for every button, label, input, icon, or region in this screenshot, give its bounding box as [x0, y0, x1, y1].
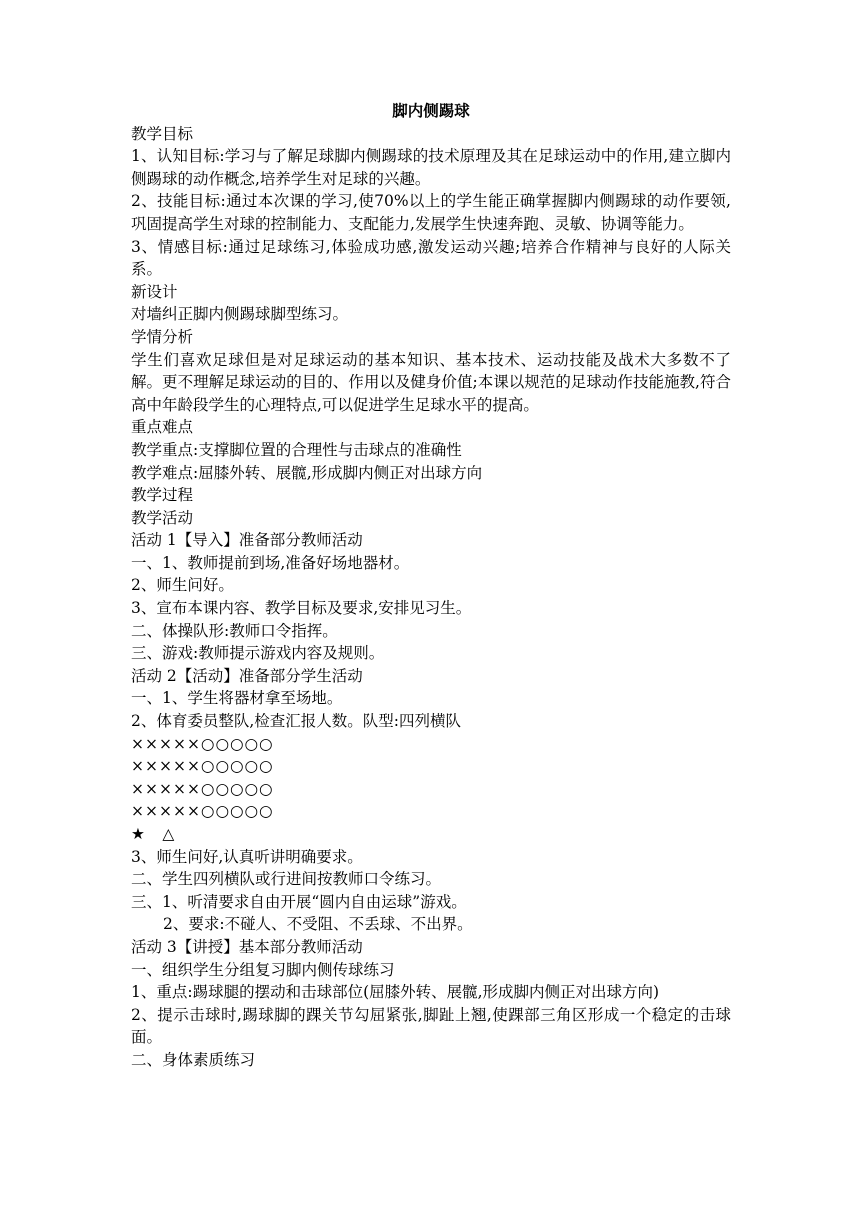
text-line: 二、学生四列横队或行进间按教师口令练习。: [131, 870, 442, 889]
document-page: [131, 100, 731, 1072]
text-line: 3、师生问好,认真听讲明确要求。: [131, 847, 363, 866]
text-line: 活动 2【活动】准备部分学生活动: [131, 666, 363, 685]
document-body: [131, 123, 731, 1072]
paragraph: 3、情感目标:通过足球练习,体验成功感,激发运动兴趣;培养合作精神与良好的人际关系。: [131, 237, 731, 279]
paragraph: 2、提示击球时,踢球脚的踝关节勾屈紧张,脚趾上翘,使踝部三角区形成一个稳定的击球面。: [131, 1005, 731, 1047]
paragraph: 学生们喜欢足球但是对足球运动的基本知识、基本技术、运动技能及战术大多数不了解。更不理解足球运动的目的、作用以及健身价值;本课以规范的足球动作技能施教,符合高中年龄段学生的心理特点,可以促进学生足球水平的提高。: [131, 350, 731, 414]
text-line: 2、体育委员整队,检查汇报人数。队型:四列横队: [131, 712, 462, 731]
text-line: 一、1、学生将器材拿至场地。: [131, 689, 343, 708]
text-line: 3、宣布本课内容、教学目标及要求,安排见习生。: [131, 599, 472, 618]
formation-row: ★ △: [131, 825, 176, 843]
text-line: 教学过程: [131, 486, 194, 505]
formation-row: ×××××○○○○○: [131, 734, 274, 753]
text-line: 一、组织学生分组复习脚内侧传球练习: [131, 960, 395, 979]
text-line: 教学活动: [131, 508, 194, 527]
text-line: 教学难点:屈膝外转、展髋,形成脚内侧正对出球方向: [131, 463, 483, 482]
text-line: 新设计: [131, 282, 178, 301]
text-line: 活动 3【讲授】基本部分教师活动: [131, 937, 363, 956]
text-line: 二、身体素质练习: [131, 1050, 256, 1069]
text-line: 学情分析: [131, 327, 194, 346]
text-line: 2、师生问好。: [131, 576, 234, 595]
text-line: 1、重点:踢球腿的摆动和击球部位(屈膝外转、展髋,形成脚内侧正对出球方向): [131, 983, 660, 1002]
paragraph: 2、技能目标:通过本次课的学习,使70%以上的学生能正确掌握脚内侧踢球的动作要领,巩固提高学生对球的控制能力、支配能力,发展学生快速奔跑、灵敏、协调等能力。: [131, 192, 731, 233]
paragraph: 1、认知目标:学习与了解足球脚内侧踢球的技术原理及其在足球运动中的作用,建立脚内侧踢球的动作概念,培养学生对足球的兴趣。: [131, 147, 731, 188]
text-line: 对墙纠正脚内侧踢球脚型练习。: [131, 305, 349, 324]
text-line: 一、1、教师提前到场,准备好场地器材。: [131, 553, 410, 572]
text-line: 教学重点:支撑脚位置的合理性与击球点的准确性: [131, 440, 462, 459]
text-line: 三、游戏:教师提示游戏内容及规则。: [131, 644, 385, 663]
text-line: 重点难点: [131, 418, 194, 437]
text-line: 活动 1【导入】准备部分教师活动: [131, 531, 363, 550]
formation-row: ×××××○○○○○: [131, 802, 274, 821]
formation-row: ×××××○○○○○: [131, 779, 274, 798]
text-line: 2、要求:不碰人、不受阻、不丢球、不出界。: [163, 915, 473, 934]
text-line: 二、体操队形:教师口令指挥。: [131, 621, 338, 640]
text-line: 教学目标: [131, 124, 194, 143]
document-title: 脚内侧踢球: [392, 101, 470, 120]
formation-row: ×××××○○○○○: [131, 757, 274, 776]
text-line: 三、1、听清要求自由开展“圆内自由运球”游戏。: [131, 892, 467, 911]
